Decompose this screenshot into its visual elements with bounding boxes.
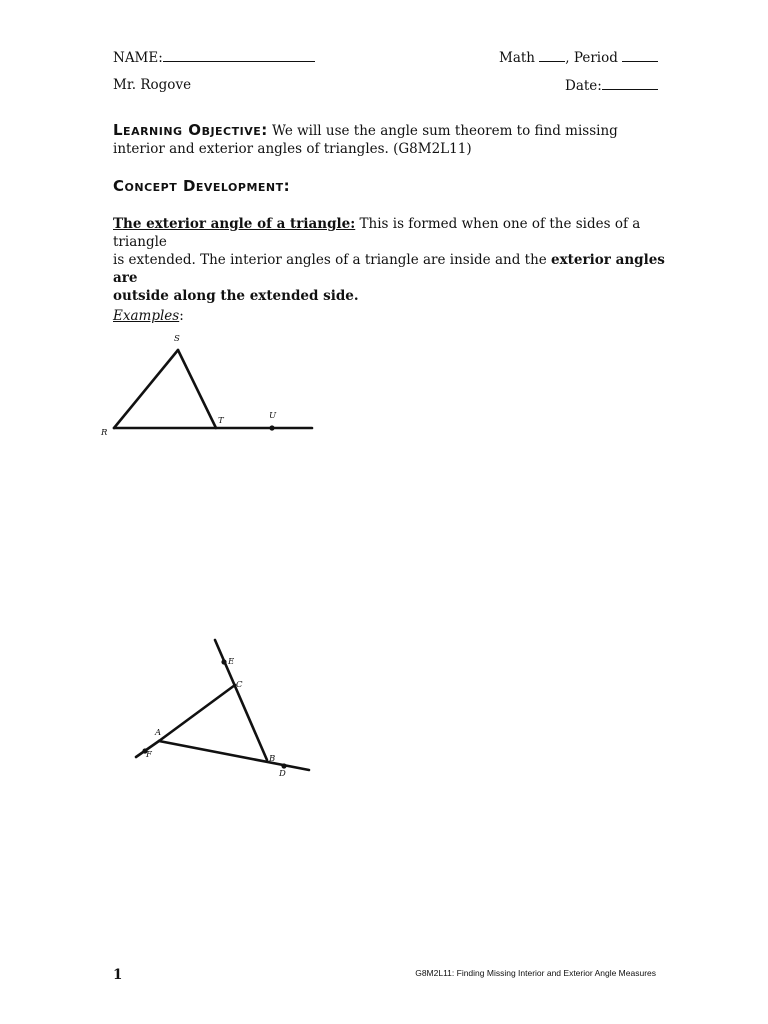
label-b: B xyxy=(269,754,276,764)
segment-rs xyxy=(114,350,178,428)
triangle-rst-figure xyxy=(95,330,325,445)
concept-definition xyxy=(113,215,673,305)
label-a: A xyxy=(155,728,162,738)
concept-term: The exterior angle of a triangle: xyxy=(113,216,356,232)
footer-title: G8M2L11: Finding Missing Interior and Exterior Angle Measures xyxy=(415,968,656,978)
period-blank[interactable] xyxy=(622,49,658,62)
examples-colon: : xyxy=(179,308,184,324)
point-d-dot xyxy=(281,763,286,768)
math-label: Math xyxy=(499,50,535,66)
triangle-abc-figure xyxy=(125,630,325,790)
date-label: Date: xyxy=(565,78,602,94)
line-ecb xyxy=(215,640,267,760)
objective-heading: Learning Objective: xyxy=(113,121,268,139)
math-blank[interactable] xyxy=(539,49,565,62)
point-u-dot xyxy=(269,425,274,430)
label-s: S xyxy=(174,334,180,344)
concept-heading: Concept Development: xyxy=(113,177,291,195)
label-e: E xyxy=(228,657,235,667)
concept-text-a: This is formed when one of the sides of a triangle xyxy=(113,216,641,250)
period-label: , Period xyxy=(565,50,618,66)
segment-ac xyxy=(159,685,235,741)
name-blank[interactable] xyxy=(163,49,315,62)
label-t: T xyxy=(218,416,224,426)
objective-text-line2: interior and exterior angles of triangles. (G8M2L11) xyxy=(113,141,472,157)
triangle-rst xyxy=(114,350,312,431)
math-period-field[interactable] xyxy=(499,49,658,66)
objective-text-line1: We will use the angle sum theorem to find missing xyxy=(272,123,618,139)
examples-label-text: Examples xyxy=(113,308,180,324)
teacher-name: Mr. Rogove xyxy=(113,77,192,93)
label-d: D xyxy=(279,769,286,779)
concept-text-bold: exterior angles are xyxy=(113,252,665,286)
label-c: C xyxy=(236,680,243,690)
label-u: U xyxy=(269,411,277,421)
label-f: F xyxy=(146,750,152,760)
point-e-dot xyxy=(221,659,226,664)
date-blank[interactable] xyxy=(602,77,658,90)
segment-st xyxy=(178,350,216,428)
page-number: 1 xyxy=(113,967,123,983)
date-field[interactable] xyxy=(565,77,658,94)
triangle-abc xyxy=(136,640,309,770)
concept-text-b: is extended. The interior angles of a triangle are inside and the xyxy=(113,252,552,268)
concept-text-bold2: outside along the extended side. xyxy=(113,288,359,304)
name-field[interactable] xyxy=(113,49,315,66)
examples-label xyxy=(113,307,184,325)
label-r: R xyxy=(101,428,108,438)
learning-objective xyxy=(113,121,673,158)
name-label: NAME: xyxy=(113,50,163,66)
